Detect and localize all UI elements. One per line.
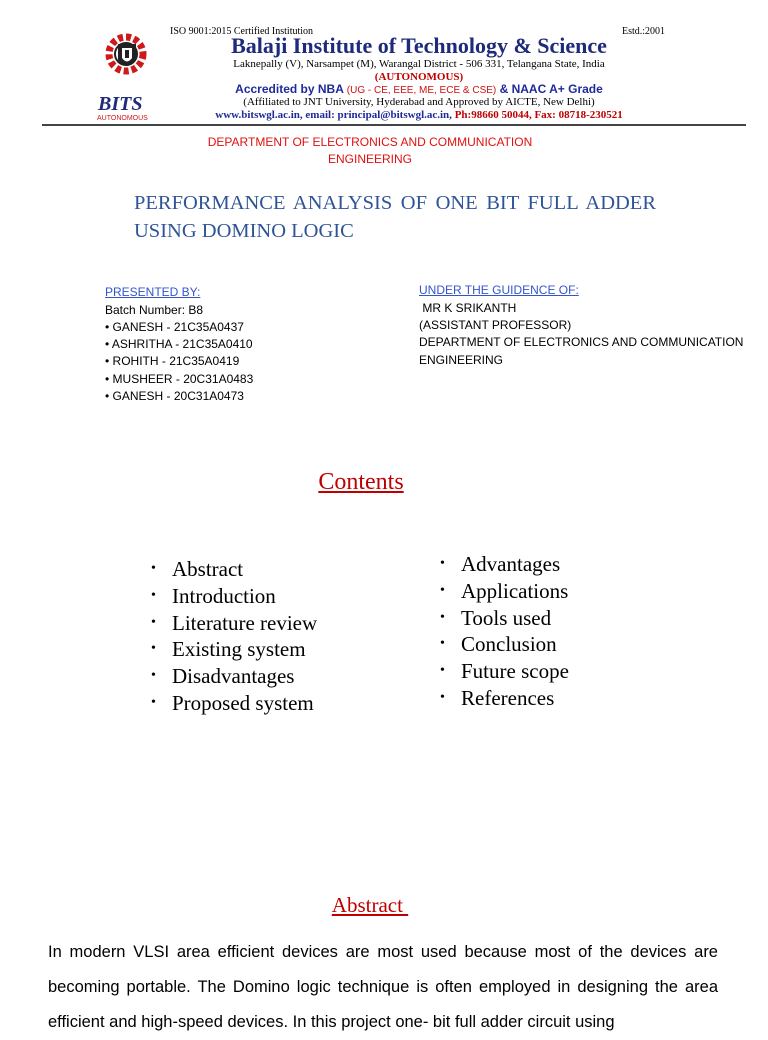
bullet-icon: • (151, 614, 156, 630)
bullet-icon: • (151, 694, 156, 710)
established-year: Estd.:2001 (622, 26, 666, 37)
contents-item: • References (440, 685, 555, 710)
contents-item: • Future scope (440, 659, 569, 684)
contact-phone: Ph:98660 50044, Fax: 08718-230521 (454, 109, 623, 121)
autonomous-label: (AUTONOMOUS) (374, 71, 464, 83)
affiliation-line: (Affiliated to JNT University, Hyderabad and Approved by AICTE, New Delhi) (243, 96, 595, 108)
bullet-icon: • (440, 689, 445, 705)
accreditation-line (168, 82, 670, 96)
member-item: • ROHITH - 21C35A0419 (105, 354, 240, 369)
contact-web: www.bitswgl.ac.in, email: principal@bitswgl.ac.in, (215, 109, 455, 121)
abstract-body: In modern VLSI area efficient devices are most used because most of the devices are becoming portable. The Domino logic technique is often employed in designing the area efficient and high-speed devices. In this project one- bit full adder circuit using (48, 943, 718, 1031)
contents-item: • Existing system (151, 637, 306, 662)
institute-logo (96, 30, 168, 122)
contents-item: • Abstract (151, 557, 244, 581)
guide-designation: (ASSISTANT PROFESSOR) (419, 318, 572, 333)
contents-item: • Applications (440, 578, 569, 603)
guide-department: DEPARTMENT OF ELECTRONICS AND COMMUNICATION ENGINEERING (419, 335, 744, 367)
contact-line (168, 109, 670, 121)
bullet-icon: • (440, 663, 445, 679)
logo-autonomous-text: AUTONOMOUS (97, 115, 148, 122)
guide-name: MR K SRIKANTH (419, 301, 517, 315)
abstract-heading: Abstract (331, 893, 409, 917)
accreditation-suffix: & NAAC A+ Grade (496, 82, 603, 96)
institute-name: Balaji Institute of Technology & Science (231, 33, 607, 58)
gear-shield-icon (109, 37, 143, 71)
iso-certification: ISO 9001:2015 Certified Institution (170, 26, 314, 37)
contents-list-right (440, 551, 569, 712)
contents-item: • Advantages (440, 552, 561, 576)
department-heading: DEPARTMENT OF ELECTRONICS AND COMMUNICATION ENGINEERING (207, 135, 533, 166)
accreditation-prefix: Accredited by NBA (235, 82, 347, 96)
contents-item: • Tools used (440, 605, 552, 630)
contents-item: • Disadvantages (151, 664, 295, 689)
project-title: PERFORMANCE ANALYSIS OF ONE BIT FULL ADDER USING DOMINO LOGIC (134, 192, 656, 242)
member-item: • MUSHEER - 20C31A0483 (105, 371, 254, 386)
batch-number: Batch Number: B8 (105, 303, 204, 317)
institute-address: Laknepally (V), Narsampet (M), Warangal District - 506 331, Telangana State, India (233, 58, 605, 70)
guidance-label: UNDER THE GUIDENCE OF: (419, 283, 579, 297)
member-item: • GANESH - 20C31A0473 (105, 388, 244, 403)
bullet-icon: • (440, 556, 445, 571)
bullet-icon: • (151, 641, 156, 657)
member-item: • ASHRITHA - 21C35A0410 (105, 337, 253, 352)
contents-item: • Introduction (151, 583, 276, 608)
bullet-icon: • (151, 561, 156, 576)
accreditation-branches: (UG - CE, EEE, ME, ECE & CSE) (346, 85, 497, 96)
contents-item: • Conclusion (440, 632, 557, 657)
bullet-icon: • (440, 609, 445, 625)
bullet-icon: • (440, 582, 445, 598)
letterhead-divider (42, 124, 746, 126)
contents-list-left (151, 556, 317, 717)
member-item: • GANESH - 21C35A0437 (105, 320, 244, 334)
member-list (105, 319, 253, 405)
logo-bits-text: BITS (98, 93, 143, 115)
guide-details (419, 300, 759, 369)
contents-item: • Proposed system (151, 690, 314, 715)
contents-heading: Contents (318, 469, 404, 495)
bullet-icon: • (151, 668, 156, 684)
contents-item: • Literature review (151, 610, 318, 635)
presented-by-label: PRESENTED BY: (105, 285, 201, 299)
bullet-icon: • (151, 587, 156, 603)
bullet-icon: • (440, 636, 445, 652)
